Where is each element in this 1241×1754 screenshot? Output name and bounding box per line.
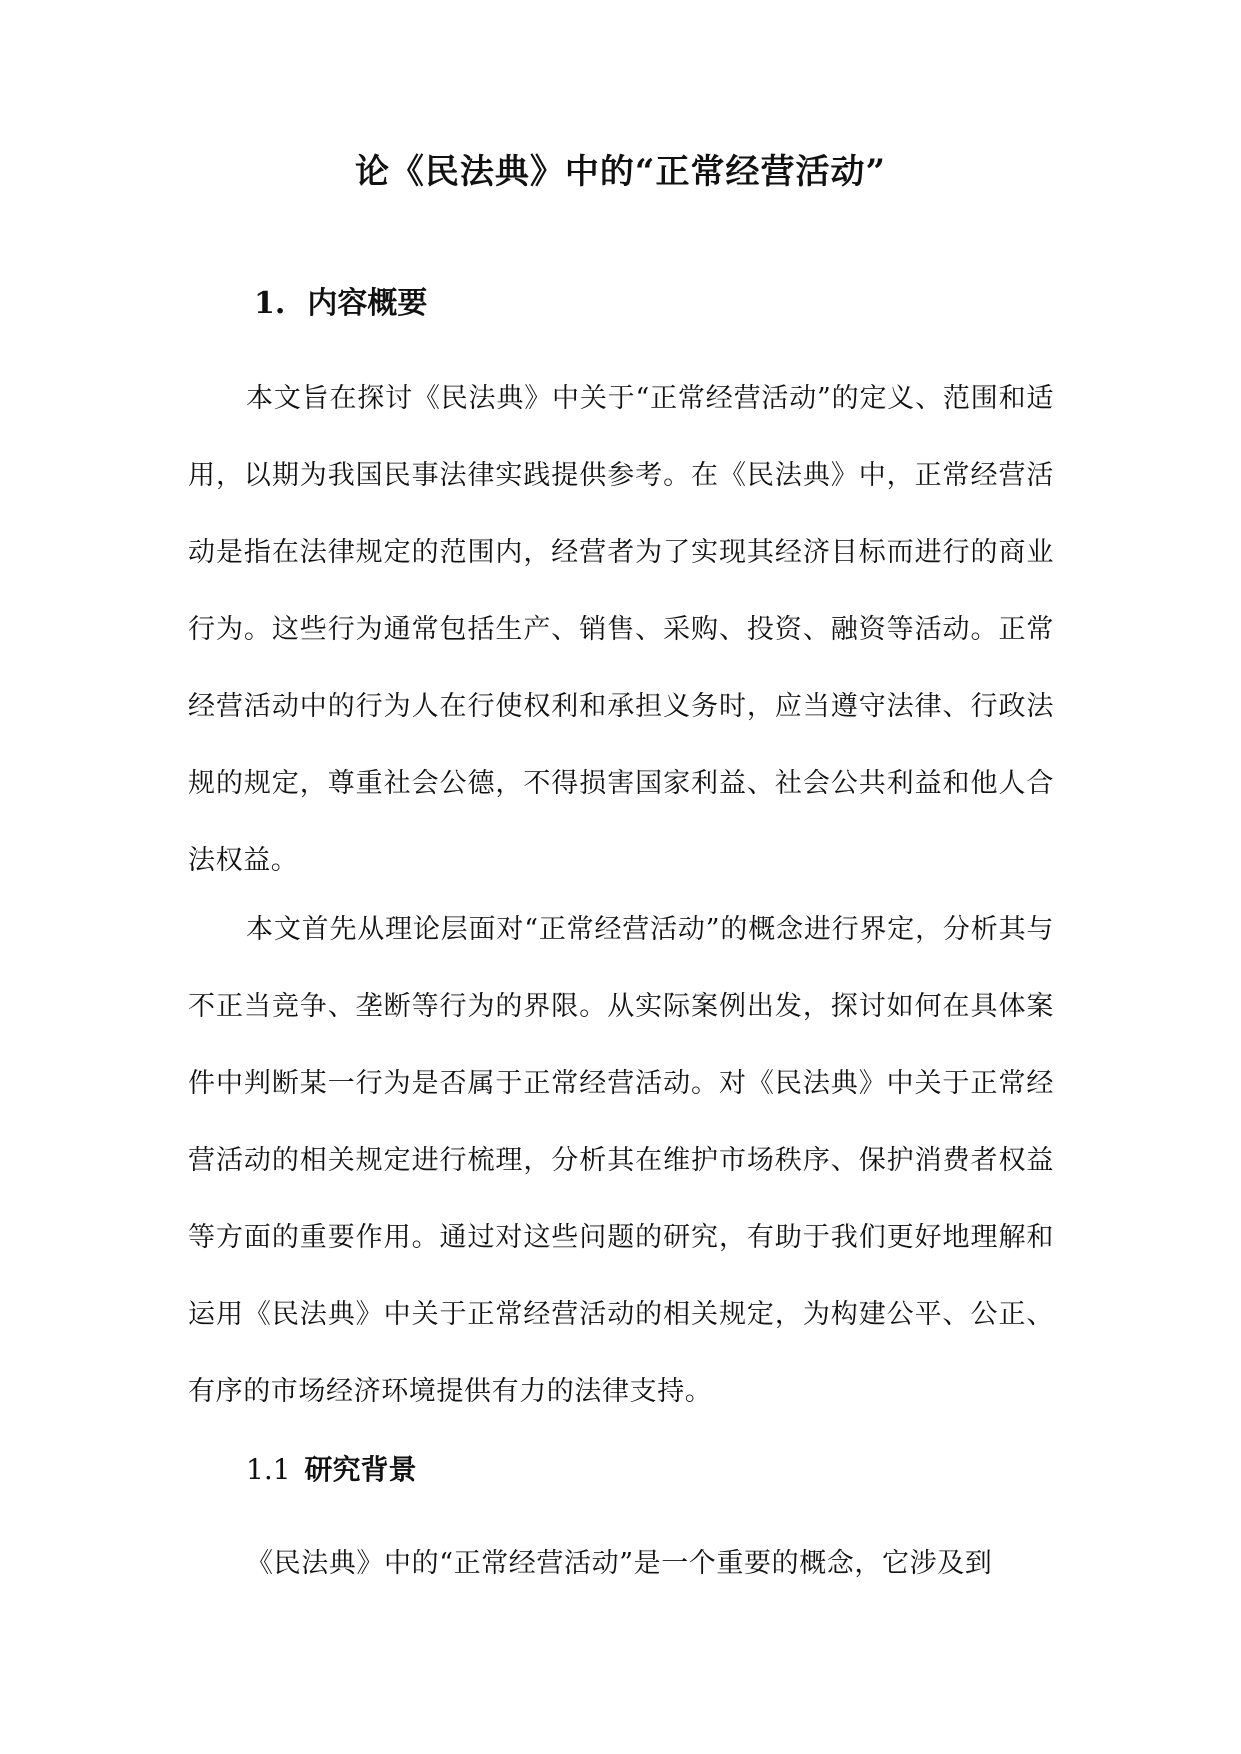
section-heading (254, 284, 427, 324)
subsection-heading (246, 1450, 417, 1490)
body-paragraph: 本文旨在探讨《民法典》中关于“正常经营活动”的定义、范围和适用，以期为我国民事法律实践提供参考。在《民法典》中，正常经营活动是指在法律规定的范围内，经营者为了实现其经济目标而进行的商业行为。这些行为通常包括生产、销售、采购、投资、融资等活动。正常经营活动中的行为人在行使权利和承担义务时，应当遵守法律、行政法规的规定，尊重社会公德，不得损害国家利益、社会公共利益和他人合法权益。 (188, 383, 1054, 876)
section-number: 1. (254, 286, 286, 321)
document-title: 论《民法典》中的“正常经营活动” (354, 152, 887, 192)
subsection-title: 研究背景 (304, 1453, 417, 1486)
subsection-number: 1.1 (246, 1453, 291, 1486)
body-paragraph: 《民法典》中的“正常经营活动”是一个重要的概念，它涉及到 (246, 1548, 993, 1579)
body-paragraph: 本文首先从理论层面对“正常经营活动”的概念进行界定，分析其与不正当竞争、垄断等行为的界限。从实际案例出发，探讨如何在具体案件中判断某一行为是否属于正常经营活动。对《民法典》中关于正常经营活动的相关规定进行梳理，分析其在维护市场秩序、保护消费者权益等方面的重要作用。通过对这些问题的研究，有助于我们更好地理解和运用《民法典》中关于正常经营活动的相关规定，为构建公平、公正、有序的市场经济环境提供有力的法律支持。 (188, 914, 1054, 1407)
section-title: 内容概要 (307, 286, 428, 321)
